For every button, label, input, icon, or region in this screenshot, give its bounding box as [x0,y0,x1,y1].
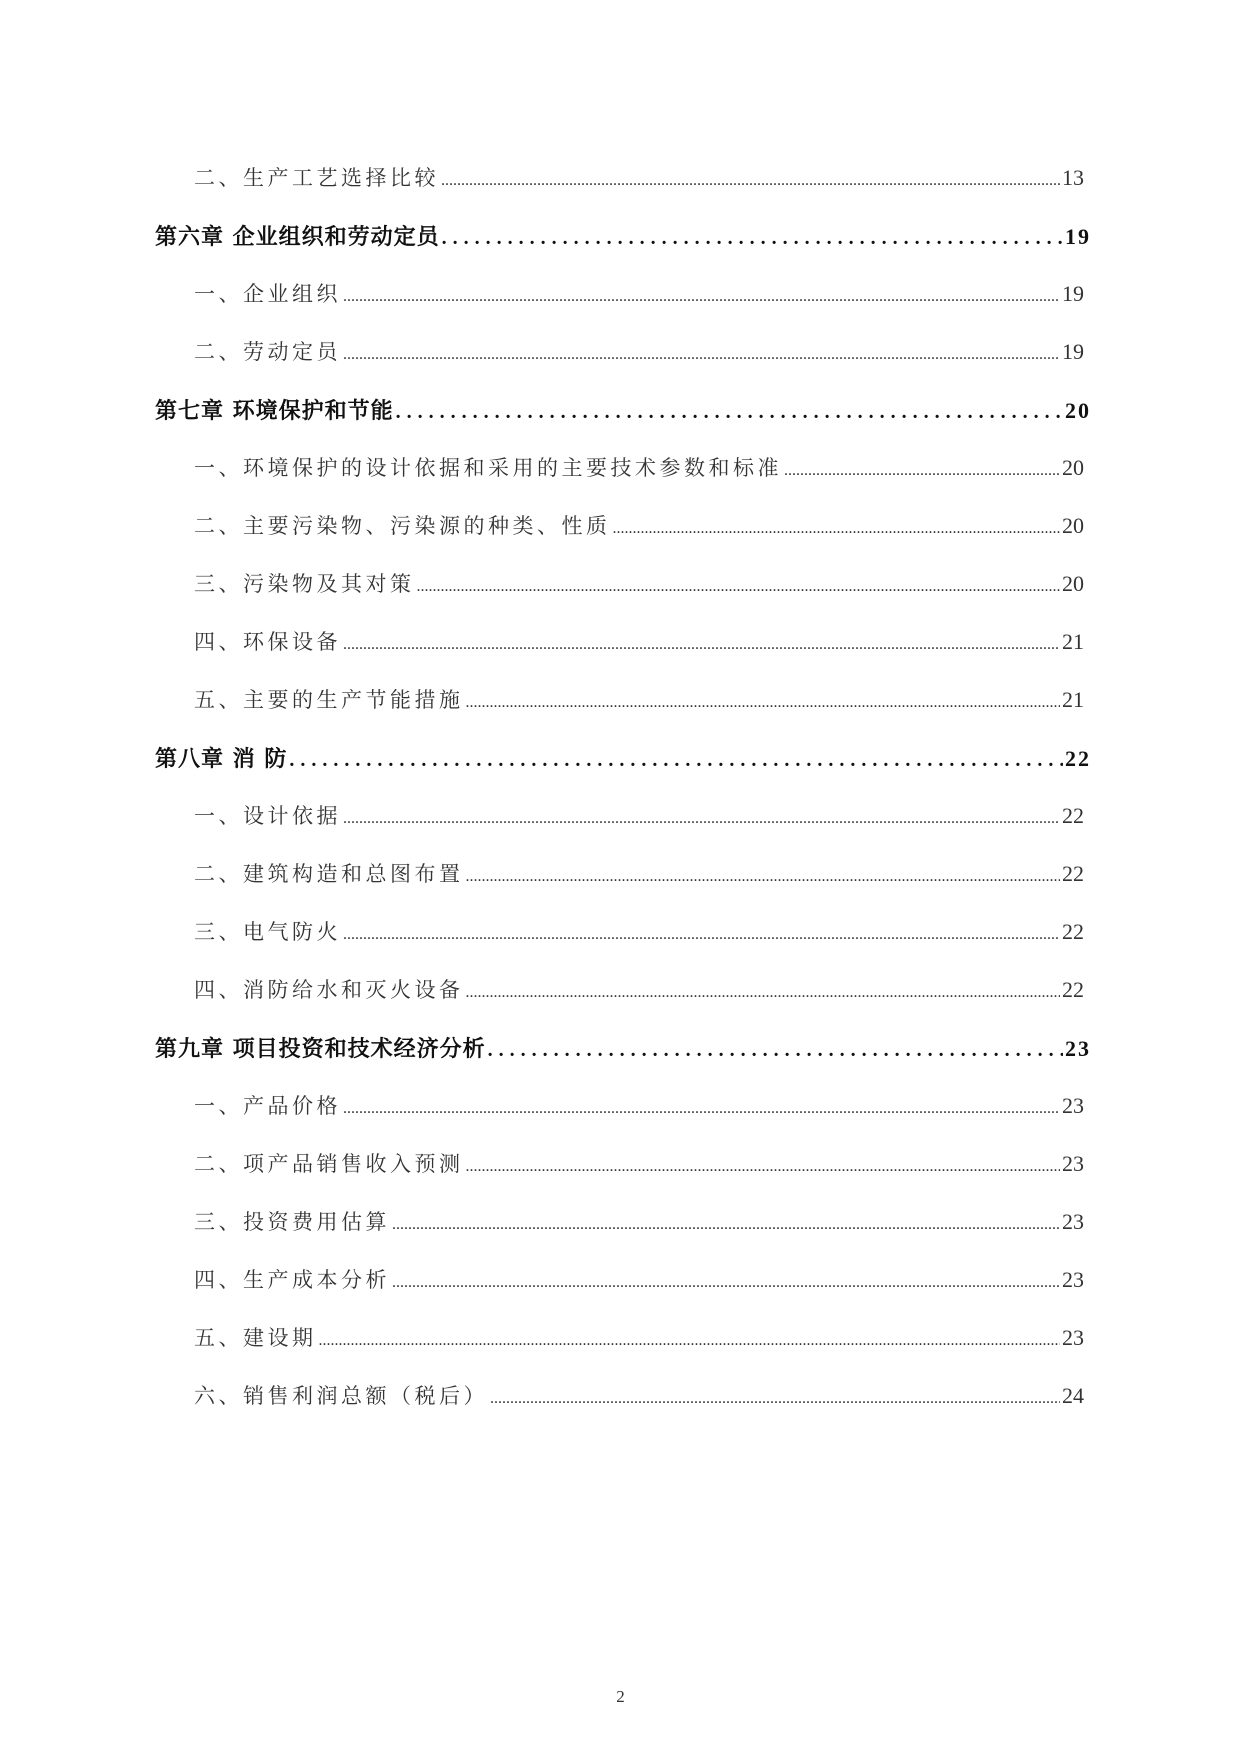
toc-chapter-title: 第七章 环境保护和节能 [155,398,394,424]
dot-leader [343,288,1060,306]
toc-section-line[interactable] [194,510,1084,550]
dot-leader [490,1390,1060,1408]
toc-page-number: 20 [1062,455,1084,480]
toc-entry-title: 五、主要的生产节能措施 [194,688,464,712]
toc-page-number: 22 [1062,803,1084,828]
toc-page-number: 22 [1065,746,1091,771]
toc-section-line[interactable] [194,1264,1084,1304]
toc-chapter-line[interactable] [155,742,1091,782]
toc-chapter-line[interactable] [155,1032,1091,1072]
toc-page-number: 23 [1062,1209,1084,1234]
toc-page-number: 23 [1065,1036,1091,1061]
toc-section-line[interactable] [194,278,1084,318]
toc-page-number: 23 [1062,1151,1084,1176]
toc-section-line[interactable] [194,684,1084,724]
toc-chapter-title: 第六章 企业组织和劳动定员 [155,224,440,250]
dot-leader [392,1216,1060,1234]
dot-leader [343,346,1060,364]
toc-page-number: 19 [1062,339,1084,364]
toc-entry-title: 五、建设期 [194,1326,317,1350]
dot-leader [466,868,1061,886]
toc-entry-title: 三、污染物及其对策 [194,572,415,596]
toc-chapter-title: 第八章 消 防 [155,746,288,772]
toc-page-number: 20 [1065,398,1091,423]
toc-section-line[interactable] [194,1380,1084,1420]
toc-page-number: 22 [1062,861,1084,886]
dot-leader [396,401,1063,424]
toc-section-line[interactable] [194,1090,1084,1130]
dot-leader [466,984,1061,1002]
toc-entry-title: 一、产品价格 [194,1094,341,1118]
dot-leader [784,462,1060,480]
dot-leader [613,520,1061,538]
toc-section-line[interactable] [194,336,1084,376]
toc-section-line[interactable] [194,800,1084,840]
toc-entry-title: 二、项产品销售收入预测 [194,1152,464,1176]
dot-leader [442,227,1063,250]
toc-page-number: 23 [1062,1267,1084,1292]
toc-section-line[interactable] [194,916,1084,956]
toc-section-line[interactable] [194,1148,1084,1188]
toc-page-number: 23 [1062,1325,1084,1350]
toc-page-number: 19 [1062,281,1084,306]
toc-entry-title: 二、生产工艺选择比较 [194,166,439,190]
toc-page-number: 24 [1062,1383,1084,1408]
dot-leader [319,1332,1061,1350]
toc-section-line[interactable] [194,568,1084,608]
toc-chapter-title: 第九章 项目投资和技术经济分析 [155,1036,486,1062]
toc-page-number: 20 [1062,513,1084,538]
toc-entry-title: 四、环保设备 [194,630,341,654]
toc-section-line[interactable] [194,626,1084,666]
toc-page-number: 21 [1062,687,1084,712]
toc-entry-title: 三、投资费用估算 [194,1210,390,1234]
toc-page-number: 13 [1062,165,1084,190]
toc-entry-title: 一、环境保护的设计依据和采用的主要技术参数和标准 [194,456,782,480]
toc-section-line[interactable] [194,1322,1084,1362]
toc-page-number: 21 [1062,629,1084,654]
dot-leader [392,1274,1060,1292]
dot-leader [343,926,1060,944]
dot-leader [343,810,1060,828]
toc-section-line[interactable] [194,974,1084,1014]
dot-leader [417,578,1061,596]
dot-leader [343,1100,1060,1118]
toc-section-line[interactable] [194,452,1084,492]
toc-entry-title: 四、生产成本分析 [194,1268,390,1292]
page-footer-number: 2 [616,1687,625,1706]
toc-entry-title: 二、建筑构造和总图布置 [194,862,464,886]
toc-section-line[interactable] [194,858,1084,898]
toc-entry-title: 三、电气防火 [194,920,341,944]
dot-leader [441,172,1060,190]
toc-entry-title: 一、企业组织 [194,282,341,306]
toc-entry-title: 四、消防给水和灭火设备 [194,978,464,1002]
toc-entry-title: 二、主要污染物、污染源的种类、性质 [194,514,611,538]
toc-section-line[interactable] [194,1206,1084,1246]
dot-leader [289,749,1063,772]
toc-chapter-line[interactable] [155,394,1091,434]
toc-chapter-line[interactable] [155,220,1091,260]
toc-page-number: 20 [1062,571,1084,596]
dot-leader [466,1158,1061,1176]
toc-page-number: 19 [1065,224,1091,249]
toc-entry-title: 二、劳动定员 [194,340,341,364]
dot-leader [466,694,1061,712]
toc-page-number: 22 [1062,977,1084,1002]
dot-leader [488,1039,1063,1062]
toc-page-number: 22 [1062,919,1084,944]
toc-section-line[interactable] [194,162,1084,202]
toc-entry-title: 六、销售利润总额（税后） [194,1384,488,1408]
toc-page-number: 23 [1062,1093,1084,1118]
toc-entry-title: 一、设计依据 [194,804,341,828]
dot-leader [343,636,1060,654]
